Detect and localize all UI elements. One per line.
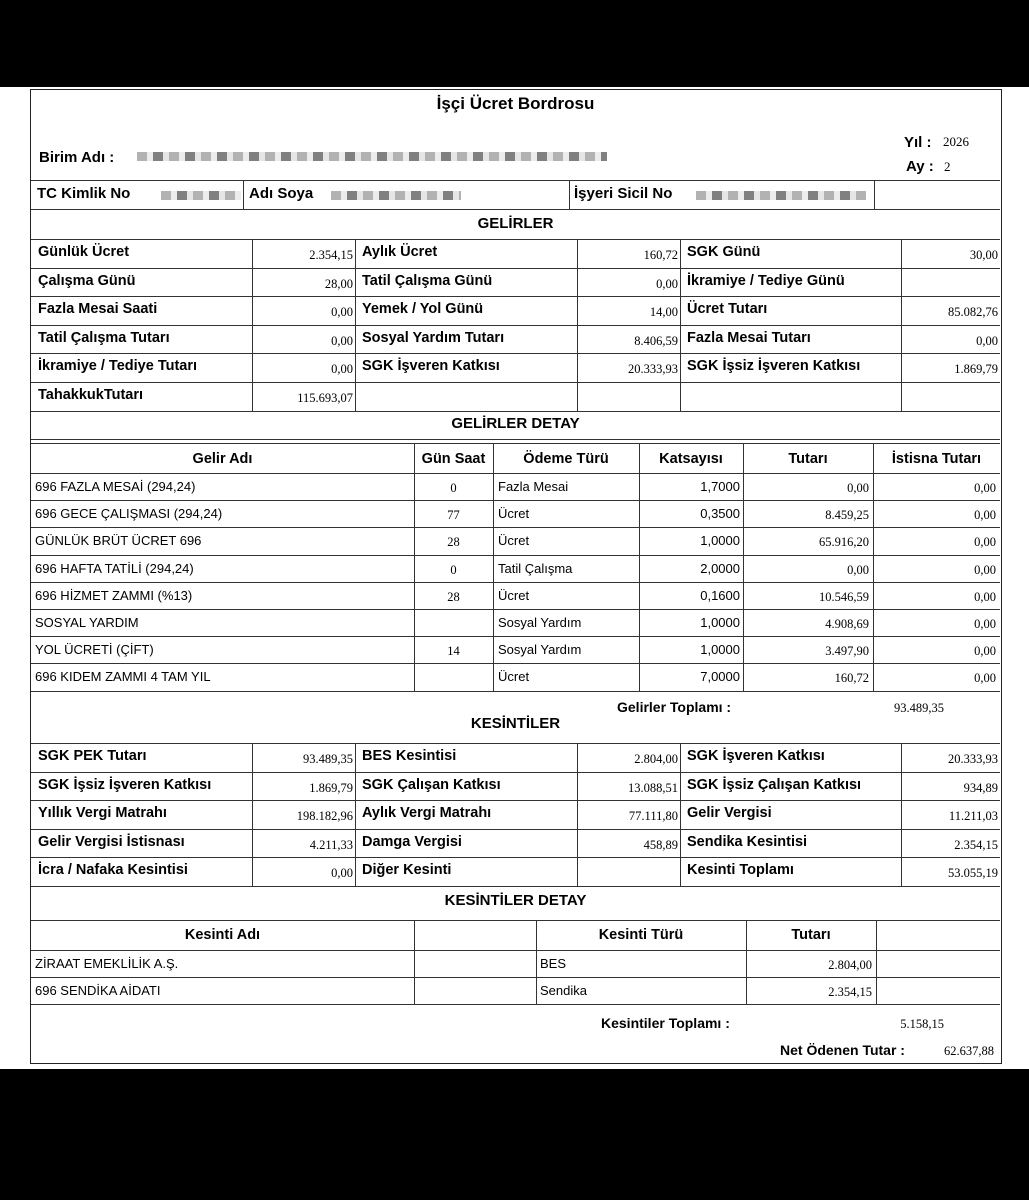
- field-label: Aylık Vergi Matrahı: [362, 805, 492, 822]
- grid-line: [536, 920, 537, 1004]
- table-cell: 77: [447, 508, 460, 523]
- field-value: 77.111,80: [628, 809, 678, 824]
- field-label: İkramiye / Tediye Tutarı: [38, 358, 198, 375]
- grid-line: [31, 857, 1000, 858]
- grid-line: [252, 743, 253, 886]
- field-label: Çalışma Günü: [38, 272, 136, 289]
- grid-line: [31, 1004, 1000, 1005]
- table-cell: 2.804,00: [828, 958, 872, 972]
- field-value: 20.333,93: [628, 362, 678, 377]
- table-cell: 0: [450, 481, 457, 495]
- table-cell: 0,00: [974, 535, 996, 550]
- field-value: 13.088,51: [628, 780, 678, 795]
- column-header: Tutarı: [788, 451, 828, 467]
- table-cell: 0,00: [974, 508, 996, 523]
- column-header: Ödeme Türü: [523, 451, 609, 467]
- table-cell: 8.459,25: [825, 508, 869, 523]
- yil-label: Yıl :: [904, 134, 932, 151]
- field-label: TahakkukTutarı: [38, 387, 144, 403]
- column-header: Kesinti Adı: [184, 927, 261, 943]
- column-header: İstisna Tutarı: [891, 451, 982, 467]
- table-cell: 0,00: [974, 671, 996, 686]
- field-value: 2.804,00: [634, 752, 678, 766]
- grid-line: [31, 609, 1000, 610]
- redacted-adi-soyadi: [331, 191, 461, 200]
- grid-line: [31, 743, 1000, 744]
- grid-line: [873, 443, 874, 691]
- field-label: Fazla Mesai Saati: [38, 301, 158, 318]
- field-label: Gelir Vergisi: [687, 805, 772, 822]
- table-cell: Sosyal Yardım: [498, 615, 582, 630]
- grid-line: [355, 743, 356, 886]
- field-label: SGK Çalışan Katkısı: [362, 776, 501, 793]
- field-value: 30,00: [969, 248, 998, 262]
- grid-line: [31, 920, 1000, 921]
- field-label: Gelir Vergisi İstisnası: [38, 833, 185, 850]
- grid-line: [252, 239, 253, 411]
- table-cell: 696 SENDİKA AİDATI: [35, 983, 161, 998]
- table-cell: 160,72: [834, 671, 869, 686]
- field-value: 4.211,33: [309, 837, 353, 852]
- field-label: Sosyal Yardım Tutarı: [362, 329, 505, 346]
- field-label: Günlük Ücret: [38, 244, 130, 260]
- grid-line: [31, 239, 1000, 240]
- table-cell: 696 KIDEM ZAMMI 4 TAM YIL: [35, 669, 211, 685]
- field-value: 198.182,96: [296, 809, 353, 824]
- table-cell: 28: [447, 535, 460, 550]
- table-cell: GÜNLÜK BRÜT ÜCRET 696: [35, 533, 202, 549]
- grid-line: [414, 443, 415, 691]
- grid-line: [31, 325, 1000, 326]
- field-label: İkramiye / Tediye Günü: [687, 272, 845, 289]
- grid-line: [31, 582, 1000, 583]
- field-value: 11.211,03: [948, 809, 998, 824]
- gelirler-toplami-label: Gelirler Toplamı :: [617, 699, 732, 715]
- table-cell: 0,00: [974, 481, 996, 495]
- table-cell: 7,0000: [700, 669, 740, 685]
- field-label: SGK İşsiz Çalışan Katkısı: [687, 776, 862, 793]
- field-label: Damga Vergisi: [362, 833, 462, 850]
- grid-line: [31, 829, 1000, 830]
- column-header: Kesinti Türü: [598, 927, 684, 943]
- field-label: Ücret Tutarı: [687, 301, 768, 318]
- field-label: SGK PEK Tutarı: [38, 748, 147, 764]
- table-cell: Ücret: [498, 506, 530, 522]
- column-header: Gün Saat: [421, 451, 486, 467]
- grid-line: [31, 663, 1000, 664]
- table-cell: 65.916,20: [819, 535, 869, 550]
- column-header: Tutarı: [791, 927, 831, 943]
- table-cell: 14: [447, 644, 460, 659]
- grid-line: [639, 443, 640, 691]
- payroll-sheet: [0, 87, 1029, 1069]
- table-cell: 2,0000: [700, 560, 740, 576]
- grid-line: [31, 977, 1000, 978]
- isyeri-sicil-label: İşyeri Sicil No: [574, 185, 673, 202]
- page-title: İşçi Ücret Bordrosu: [436, 94, 595, 113]
- section-kesintiler-detay: KESİNTİLER DETAY: [444, 892, 587, 909]
- section-kesintiler: KESİNTİLER: [470, 715, 561, 732]
- field-label: İcra / Nafaka Kesintisi: [38, 862, 188, 879]
- field-value: 0,00: [331, 866, 353, 881]
- table-cell: 1,0000: [700, 533, 740, 549]
- table-cell: BES: [540, 956, 567, 971]
- redacted-isyeri-sicil: [696, 191, 866, 200]
- tc-kimlik-label: TC Kimlik No: [37, 185, 131, 202]
- grid-line: [31, 691, 1000, 692]
- field-label: SGK Günü: [687, 244, 761, 260]
- table-cell: 0,00: [974, 617, 996, 631]
- table-cell: 1,7000: [700, 479, 740, 494]
- grid-line: [743, 443, 744, 691]
- table-cell: Ücret: [498, 533, 530, 549]
- grid-line: [31, 636, 1000, 637]
- field-label: Tatil Çalışma Tutarı: [38, 329, 170, 346]
- field-label: Yıllık Vergi Matrahı: [38, 805, 167, 822]
- table-cell: ZİRAAT EMEKLİLİK A.Ş.: [35, 956, 179, 971]
- grid-line: [31, 353, 1000, 354]
- table-cell: 0,1600: [700, 587, 740, 603]
- table-cell: Tatil Çalışma: [498, 560, 573, 576]
- grid-line: [31, 772, 1000, 773]
- table-cell: 10.546,59: [819, 589, 869, 604]
- table-cell: 696 HİZMET ZAMMI (%13): [35, 587, 193, 603]
- ay-value: 2: [944, 159, 951, 174]
- section-gelirler: GELİRLER: [477, 215, 554, 232]
- grid-line: [31, 443, 1000, 444]
- field-label: Sendika Kesintisi: [687, 833, 808, 850]
- grid-line: [31, 800, 1000, 801]
- table-cell: 0,00: [974, 589, 996, 604]
- field-label: SGK İşveren Katkısı: [687, 748, 825, 764]
- table-cell: 1,0000: [700, 642, 740, 658]
- table-cell: 0,3500: [700, 506, 740, 522]
- grid-line: [414, 920, 415, 1004]
- grid-line: [31, 382, 1000, 383]
- grid-line: [577, 743, 578, 886]
- column-header: Katsayısı: [659, 451, 723, 467]
- grid-line: [355, 239, 356, 411]
- adi-soyadi-label: Adı Soya: [249, 185, 314, 202]
- field-label: Tatil Çalışma Günü: [362, 272, 493, 289]
- table-cell: Ücret: [498, 587, 530, 603]
- ay-label: Ay :: [906, 158, 934, 175]
- table-cell: 696 GECE ÇALIŞMASI (294,24): [35, 506, 223, 522]
- table-cell: Sendika: [540, 983, 587, 998]
- grid-line: [31, 268, 1000, 269]
- birim-adi-label: Birim Adı :: [39, 149, 115, 166]
- field-value: 2.354,15: [309, 248, 353, 262]
- table-cell: 1,0000: [700, 615, 740, 630]
- grid-line: [31, 527, 1000, 528]
- field-value: 20.333,93: [948, 752, 998, 766]
- field-value: 85.082,76: [948, 305, 998, 320]
- grid-line: [31, 473, 1000, 474]
- field-value: 53.055,19: [948, 866, 998, 881]
- yil-value: 2026: [943, 134, 969, 149]
- field-value: 934,89: [963, 780, 998, 795]
- field-value: 1.869,79: [954, 362, 998, 377]
- field-value: 8.406,59: [634, 333, 678, 348]
- grid-line: [31, 555, 1000, 556]
- table-cell: Fazla Mesai: [498, 479, 569, 494]
- field-label: BES Kesintisi: [362, 748, 457, 764]
- section-gelirler-detay: GELİRLER DETAY: [451, 415, 580, 432]
- field-label: Kesinti Toplamı: [687, 862, 794, 879]
- field-value: 115.693,07: [297, 391, 353, 405]
- field-value: 0,00: [331, 362, 353, 377]
- redacted-tc-kimlik: [161, 191, 241, 200]
- field-label: SGK İşsiz İşveren Katkısı: [38, 776, 212, 793]
- field-value: 28,00: [324, 276, 353, 291]
- column-header: Gelir Adı: [192, 451, 253, 467]
- grid-line: [901, 743, 902, 886]
- payroll-frame: [30, 89, 1002, 1064]
- field-value: 1.869,79: [309, 780, 353, 795]
- grid-line: [577, 239, 578, 411]
- grid-line: [746, 920, 747, 1004]
- field-value: 93.489,35: [303, 752, 353, 766]
- table-cell: Sosyal Yardım: [498, 642, 582, 658]
- table-cell: 28: [447, 589, 460, 604]
- field-value: 458,89: [643, 837, 678, 852]
- table-cell: Ücret: [498, 669, 530, 685]
- grid-line: [680, 743, 681, 886]
- grid-line: [493, 443, 494, 691]
- kesintiler-toplami-label: Kesintiler Toplamı :: [601, 1015, 730, 1031]
- table-cell: 0,00: [847, 562, 869, 577]
- field-value: 160,72: [643, 248, 678, 262]
- gelirler-toplami-value: 93.489,35: [894, 701, 944, 715]
- net-odenen-label: Net Ödenen Tutar :: [780, 1042, 905, 1058]
- table-cell: YOL ÜCRETİ (ÇİFT): [35, 642, 154, 658]
- grid-line: [876, 920, 877, 1004]
- table-cell: 0,00: [847, 481, 869, 495]
- grid-line: [31, 411, 1000, 412]
- field-value: 2.354,15: [954, 837, 998, 852]
- field-value: 0,00: [976, 333, 998, 348]
- table-cell: 0,00: [974, 562, 996, 577]
- field-label: Fazla Mesai Tutarı: [687, 329, 811, 346]
- field-value: 0,00: [331, 305, 353, 320]
- table-cell: 4.908,69: [825, 617, 869, 631]
- table-cell: 3.497,90: [825, 644, 869, 659]
- table-cell: 2.354,15: [828, 985, 872, 999]
- field-label: Aylık Ücret: [362, 244, 438, 260]
- field-label: Yemek / Yol Günü: [362, 301, 484, 318]
- kesintiler-toplami-value: 5.158,15: [900, 1017, 944, 1031]
- table-cell: 696 HAFTA TATİLİ (294,24): [35, 560, 194, 576]
- grid-line: [31, 296, 1000, 297]
- grid-line: [31, 950, 1000, 951]
- redacted-birim-adi: [137, 152, 607, 161]
- grid-line: [31, 500, 1000, 501]
- table-cell: 696 FAZLA MESAİ (294,24): [35, 479, 196, 494]
- grid-line: [31, 886, 1000, 887]
- field-value: 14,00: [649, 305, 678, 320]
- field-label: Diğer Kesinti: [362, 862, 452, 879]
- table-cell: 0,00: [974, 644, 996, 659]
- table-cell: 0: [450, 562, 457, 577]
- grid-line: [680, 239, 681, 411]
- field-label: SGK İşveren Katkısı: [362, 358, 500, 375]
- grid-line: [901, 239, 902, 411]
- net-odenen-value: 62.637,88: [944, 1044, 994, 1058]
- field-label: SGK İşsiz İşveren Katkısı: [687, 358, 861, 375]
- field-value: 0,00: [656, 276, 678, 291]
- field-value: 0,00: [331, 333, 353, 348]
- table-cell: SOSYAL YARDIM: [35, 615, 139, 630]
